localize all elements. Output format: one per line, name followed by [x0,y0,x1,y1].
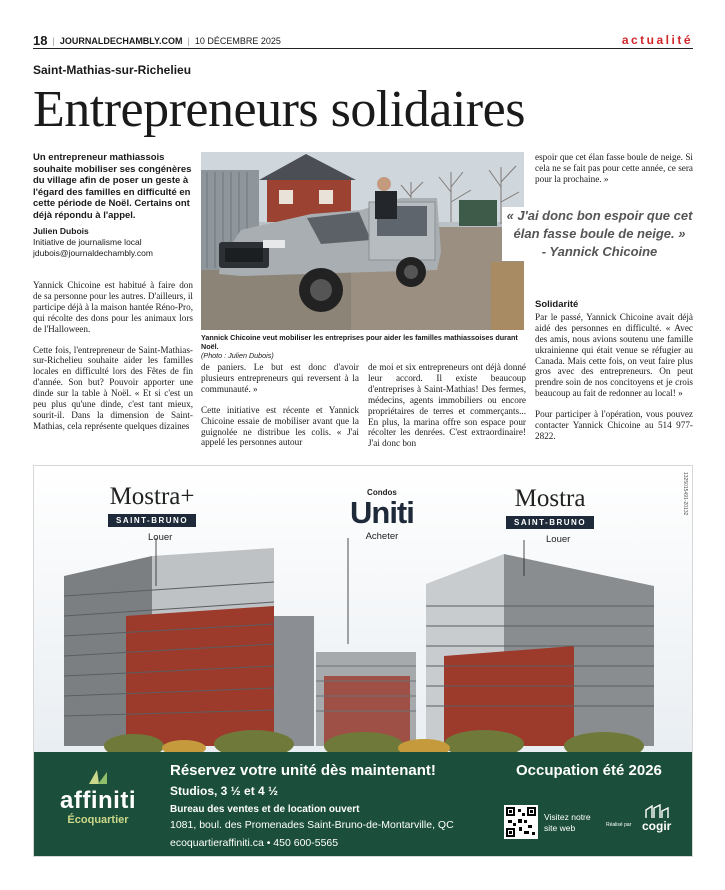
developer-name: cogir [642,819,672,833]
article-column-4-top [535,152,693,195]
photo-caption [201,333,524,360]
paragraph: Cette fois, l'entrepreneur de Saint-Mathias-sur-Richelieu souhaite aider les familles locales en difficulté lors des Fêtes de fin d'année. Son but? Pouvoir apporter une dinde sur la table à Noël. « Et si c'est un peu plus qu'une dinde, c'est tant mieux, sourit-il. Dans la dimension de Saint-Mathias, cela représente quelques dizaines [33,344,193,431]
photo-credit: (Photo : Julien Dubois) [201,351,274,360]
article-column-2 [201,362,359,458]
ad-address: 1081, boul. des Promenades Saint-Bruno-de-Montarville, QC [170,819,454,831]
affiniti-logo [48,768,148,826]
article-lead: Un entrepreneur mathiassois souhaite mobiliser ses congénères du village afin de poser un geste à l'égard des familles en difficulté en cette période de Noël. Certains ont déjà répondu à l'appel. [33,152,192,221]
article-headline: Entrepreneurs solidaires [33,81,525,138]
subheading: Solidarité [535,299,579,310]
pull-quote [502,207,697,261]
ad-phone[interactable]: 450 600-5565 [273,837,339,849]
section-label: actualité [621,33,693,47]
qr-code-icon[interactable] [504,805,538,839]
page-header [33,33,693,49]
brand-location: SAINT-BRUNO [506,516,594,529]
logo-name: affiniti [60,787,136,814]
advertisement[interactable] [33,465,693,857]
ad-title: Réservez votre unité dès maintenant! [170,762,436,779]
brand-name: Mostra [514,485,586,512]
brand-action: Louer [546,534,571,545]
paragraph: espoir que cet élan fasse boule de neige. Si cela ne se fait pas pour cette année, ce sera pour la prochaine. » [535,152,693,184]
brand-mostra [506,486,594,545]
brand-name: Mostra+ [109,483,195,510]
ad-units: Studios, 3 ½ et 4 ½ [170,784,279,798]
brand-name: Uniti [350,495,414,530]
brand-prefix: Condos [367,488,397,497]
author-email[interactable]: jdubois@journaldechambly.com [33,248,153,258]
leaf-icon [83,768,113,786]
caption-text: Yannick Chicoine veut mobiliser les entreprises pour aider les familles mathiassoises durant Noël. [201,333,518,351]
ad-footer [34,752,693,857]
paragraph: Yannick Chicoine est habitué à faire don de sa personne pour les autres. D'ailleurs, il participe déjà à la maison hantée Réno-Pro, qui récolte des dons pour les animaux lors de l'Halloween. [33,280,193,334]
logo-sub: Écoquartier [67,814,129,826]
article-column-3 [368,362,526,459]
paragraph: Cette initiative est récente et Yannick Chicoine essaie de mobiliser avant que la guignolée ne distribue les colis. « J'ai appelé les personnes autour [201,404,359,448]
author-name: Julien Dubois [33,226,89,236]
brand-action: Louer [148,532,173,543]
author-block [33,226,193,259]
site-name[interactable]: JOURNALDECHAMBLY.COM [59,35,183,46]
header-rule [33,48,693,49]
ad-code: 1325015491-20132 [682,472,688,516]
article-kicker: Saint-Mathias-sur-Richelieu [33,63,192,77]
cogir-logo [642,804,671,832]
quote-text: « J'ai donc bon espoir que cet élan fasse boule de neige. » [506,208,693,241]
brand-location: SAINT-BRUNO [108,514,196,527]
paragraph: de paniers. Le but est donc d'avoir plusieurs entrepreneurs qui reversent à la communauté. » [201,362,359,394]
bullet: • [266,837,274,849]
author-role: Initiative de journalisme local [33,237,142,247]
paragraph: Par le passé, Yannick Chicoine avait déjà aidé des personnes en difficulté. « Avec des amis, nous avions soutenu une famille ukrainienne qui était venue se réfugier au Canada. Mais cette fois, on veut faire plus gros avec des entrepreneurs. On peut prendre soin de nos concitoyens et je crois beaucoup au fait de redonner au local! » [535,311,693,399]
article-photo [201,152,524,330]
ad-website[interactable]: ecoquartieraffiniti.ca [170,837,264,849]
article-column-4-bottom [535,300,693,452]
page-number: 18 [33,33,48,48]
paragraph: de moi et six entrepreneurs ont déjà donné leur accord. Il existe beaucoup d'entreprises à Saint-Mathias! Des fermes, médecins, agents immobiliers ou encore propriétaires de terres et commerçants... En plus, la marina offre son espace pour récolter les denrées. C'est extraordinaire! J'ai donc bon [368,362,526,449]
cogir-building-icon [644,804,670,818]
issue-date: 10 DÉCEMBRE 2025 [194,35,281,46]
header-separator: | [187,35,190,46]
occupation-date: Occupation été 2026 [516,762,662,779]
brand-uniti [350,488,414,542]
ad-contact [170,837,490,849]
quote-author: - Yannick Chicoine [541,244,658,259]
realise-label: Réalisé par [606,822,632,828]
brand-action: Acheter [365,531,399,542]
paragraph: Pour participer à l'opération, vous pouvez contacter Yannick Chicoine au 514 977-2822. [535,409,693,441]
ad-info [170,762,490,849]
visit-website: Visitez notre site web [544,812,591,833]
article-column-1 [33,280,193,442]
header-separator: | [52,35,55,46]
brand-mostra-plus [108,484,196,543]
ad-bureau: Bureau des ventes et de location ouvert [170,804,360,815]
header-left [33,33,281,48]
